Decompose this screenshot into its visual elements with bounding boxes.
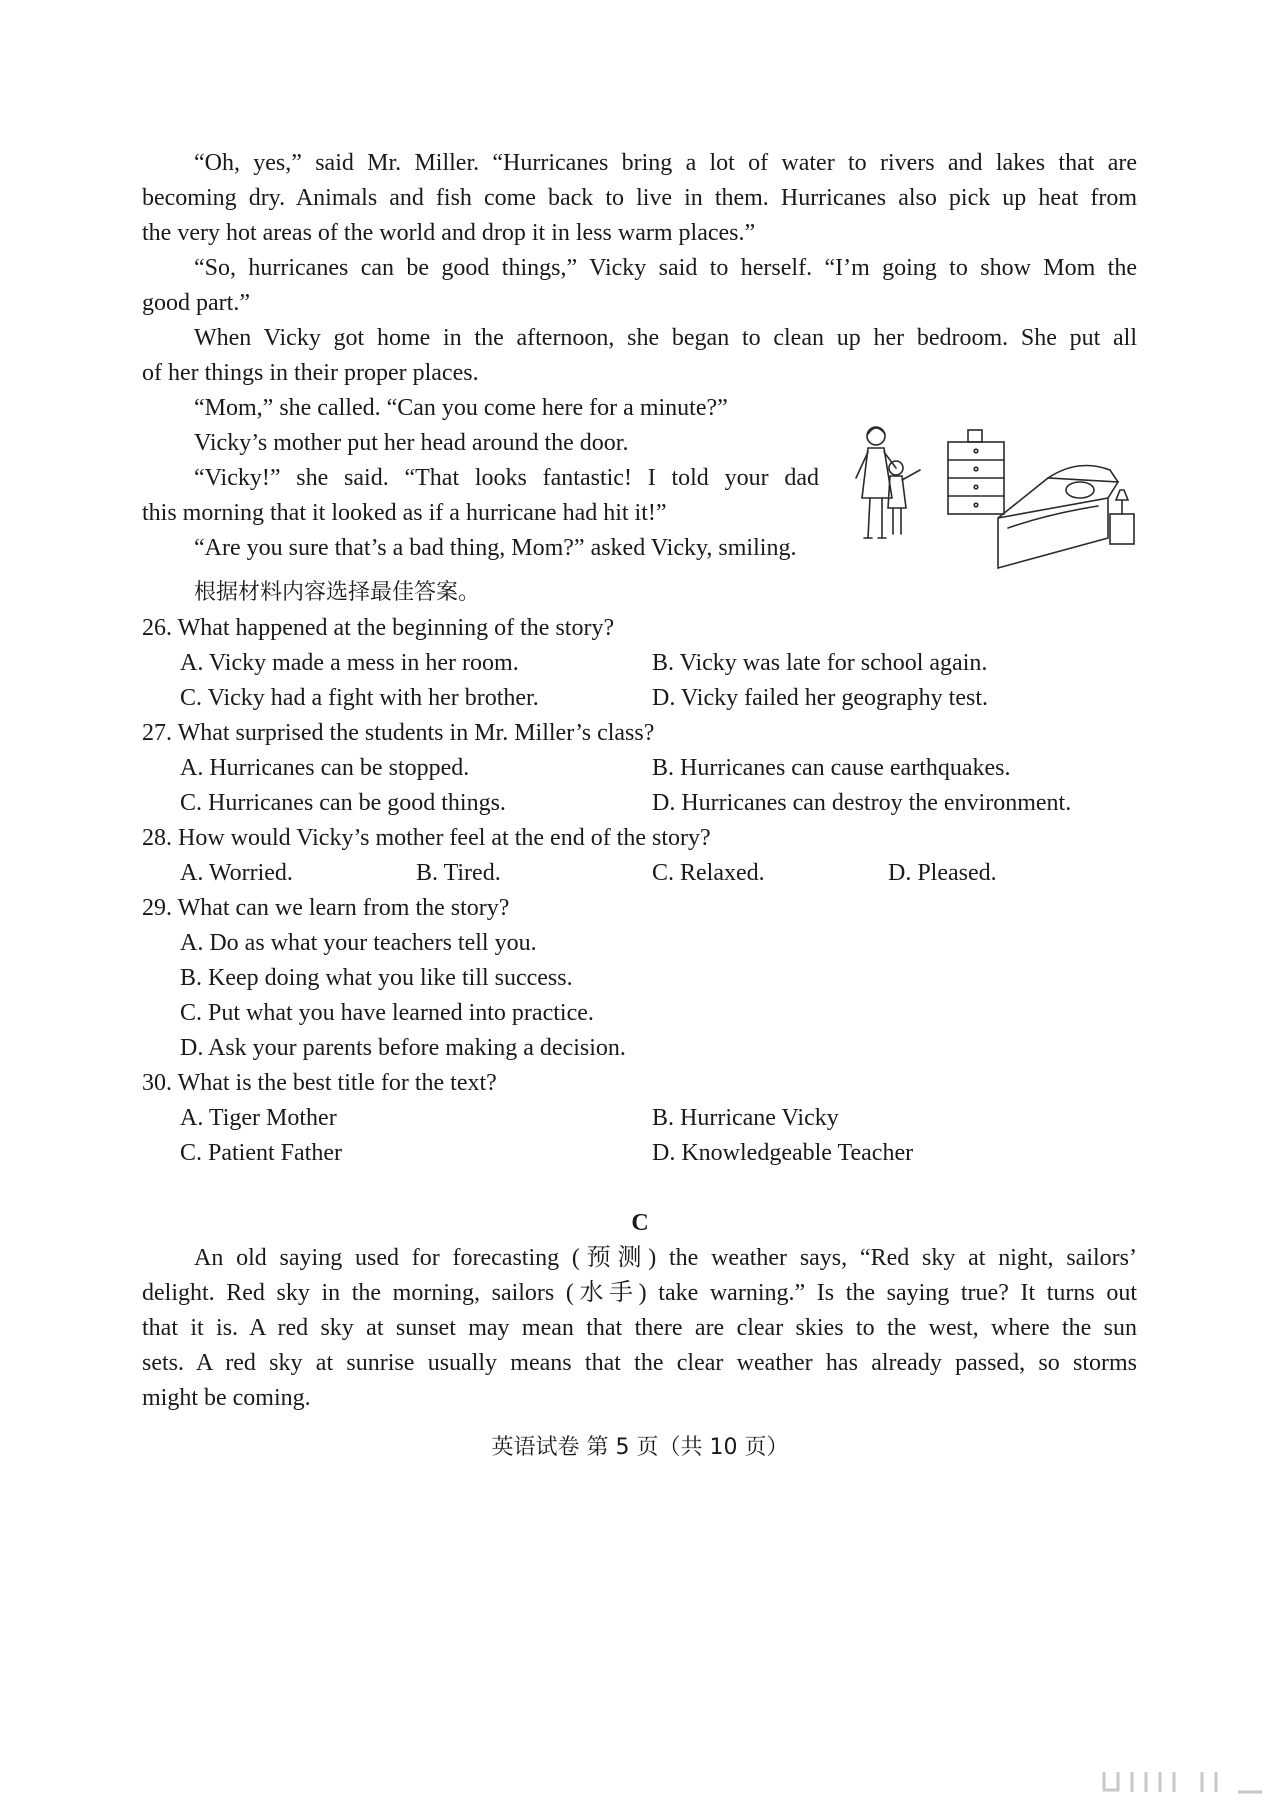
option-27d[interactable]: D. Hurricanes can destroy the environment. [652,790,1072,816]
page-footer: 英语试卷 第 5 页（共 10 页） [491,1435,789,1460]
option-26a[interactable]: A. Vicky made a mess in her room. [180,650,519,676]
passage-line: might be coming. [142,1385,311,1411]
option-26c[interactable]: C. Vicky had a fight with her brother. [180,685,539,711]
option-27b[interactable]: B. Hurricanes can cause earthquakes. [652,755,1011,781]
passage-line: “Mom,” she called. “Can you come here for a minute?” [194,395,728,421]
passage-line: good part.” [142,290,250,316]
option-29a[interactable]: A. Do as what your teachers tell you. [180,930,537,956]
question-28: 28. How would Vicky’s mother feel at the end of the story? [142,825,711,851]
option-28c[interactable]: C. Relaxed. [652,860,765,886]
option-27c[interactable]: C. Hurricanes can be good things. [180,790,506,816]
watermark-mark [1098,1768,1266,1798]
passage-line: sets. A red sky at sunrise usually means that the clear weather has already passed, so storms [142,1350,1137,1376]
bedroom-illustration [848,418,1138,578]
passage-line: “Are you sure that’s a bad thing, Mom?” asked Vicky, smiling. [194,535,797,561]
question-30: 30. What is the best title for the text? [142,1070,497,1096]
option-28b[interactable]: B. Tired. [416,860,501,886]
passage-line: When Vicky got home in the afternoon, she began to clean up her bedroom. She put all [194,325,1137,351]
instruction-text: 根据材料内容选择最佳答案。 [194,580,481,605]
passage-line: this morning that it looked as if a hurricane had hit it!” [142,500,667,526]
option-29b[interactable]: B. Keep doing what you like till success. [180,965,573,991]
option-26b[interactable]: B. Vicky was late for school again. [652,650,988,676]
passage-line: “Oh, yes,” said Mr. Miller. “Hurricanes bring a lot of water to rivers and lakes that are [194,150,1137,176]
passage-line: “So, hurricanes can be good things,” Vicky said to herself. “I’m going to show Mom the [194,255,1137,281]
passage-line: An old saying used for forecasting (预测) the weather says, “Red sky at night, sailors’ [194,1245,1137,1271]
passage-line: of her things in their proper places. [142,360,479,386]
option-29d[interactable]: D. Ask your parents before making a decision. [180,1035,626,1061]
option-29c[interactable]: C. Put what you have learned into practice. [180,1000,594,1026]
passage-line: “Vicky!” she said. “That looks fantastic! I told your dad [194,465,819,491]
question-29: 29. What can we learn from the story? [142,895,510,921]
option-27a[interactable]: A. Hurricanes can be stopped. [180,755,470,781]
question-26: 26. What happened at the beginning of the story? [142,615,615,641]
option-26d[interactable]: D. Vicky failed her geography test. [652,685,989,711]
option-30d[interactable]: D. Knowledgeable Teacher [652,1140,914,1166]
option-30b[interactable]: B. Hurricane Vicky [652,1105,839,1131]
option-28d[interactable]: D. Pleased. [888,860,997,886]
passage-line: Vicky’s mother put her head around the door. [194,430,629,456]
passage-line: the very hot areas of the world and drop it in less warm places.” [142,220,756,246]
option-30c[interactable]: C. Patient Father [180,1140,342,1166]
passage-line: delight. Red sky in the morning, sailors (水手) take warning.” Is the saying true? It turns out [142,1280,1137,1306]
passage-line: that it is. A red sky at sunset may mean that there are clear skies to the west, where the sun [142,1315,1137,1341]
option-28a[interactable]: A. Worried. [180,860,293,886]
question-27: 27. What surprised the students in Mr. Miller’s class? [142,720,655,746]
option-30a[interactable]: A. Tiger Mother [180,1105,337,1131]
passage-line: becoming dry. Animals and fish come back to live in them. Hurricanes also pick up heat from [142,185,1137,211]
section-heading: C [631,1210,649,1236]
